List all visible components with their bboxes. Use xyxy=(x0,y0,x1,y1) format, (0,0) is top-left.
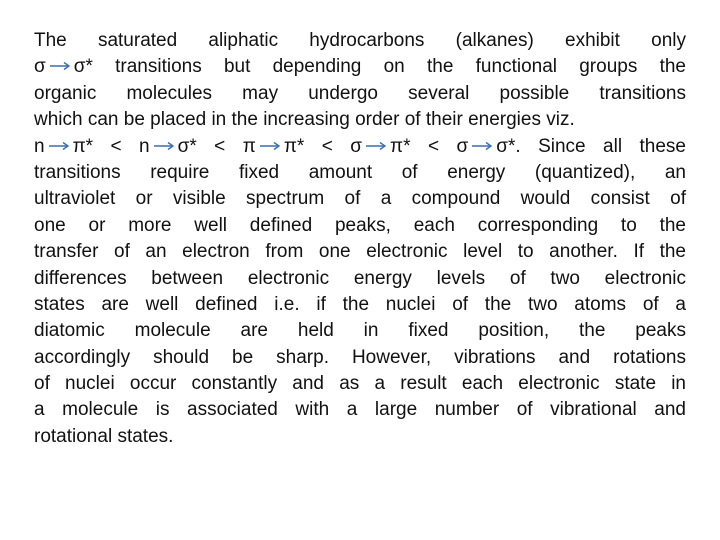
right-arrow-icon xyxy=(471,141,493,151)
text-line: rotational states. xyxy=(34,425,174,447)
text-line: organic molecules may undergo several possible transitions xyxy=(34,82,686,104)
paragraph-2 xyxy=(34,134,686,451)
text-line: differences between electronic energy levels of two electronic xyxy=(34,267,686,289)
text-segment: σ* transitions but depending on the functional groups the xyxy=(73,56,686,78)
text-segment: π* < σ xyxy=(283,135,363,157)
text-line: The saturated aliphatic hydrocarbons (alkanes) exhibit only xyxy=(34,30,686,51)
paragraph-1 xyxy=(34,28,686,134)
text-line: transfer of an electron from one electronic level to another. If the xyxy=(34,241,686,263)
text-segment: π* < n xyxy=(72,135,150,157)
right-arrow-icon xyxy=(153,141,175,151)
text-line: accordingly should be sharp. However, vibrations and rotations xyxy=(34,346,686,368)
text-segment: σ* < π xyxy=(177,135,256,157)
text-line: diatomic molecule are held in fixed position, the peaks xyxy=(34,320,686,342)
right-arrow-icon xyxy=(365,141,387,151)
right-arrow-icon xyxy=(49,61,71,71)
text-line: which can be placed in the increasing order of their energies viz. xyxy=(34,109,575,131)
orbital-symbol: σ xyxy=(34,56,46,78)
right-arrow-icon xyxy=(259,141,281,151)
text-line: one or more well defined peaks, each corresponding to the xyxy=(34,214,686,236)
text-line: transitions require fixed amount of energy (quantized), an xyxy=(34,161,686,183)
text-segment: π* < σ xyxy=(390,135,469,157)
text-segment: σ*. Since all these xyxy=(496,135,686,157)
text-line: of nuclei occur constantly and as a result each electronic state in xyxy=(34,373,686,395)
text-line-with-arrow xyxy=(34,54,686,80)
text-line: a molecule is associated with a large number of vibrational and xyxy=(34,399,686,421)
right-arrow-icon xyxy=(48,141,70,151)
text-line: states are well defined i.e. if the nuclei of the two atoms of a xyxy=(34,293,686,315)
text-line: ultraviolet or visible spectrum of a compound would consist of xyxy=(34,188,686,210)
orbital-symbol: n xyxy=(34,135,45,157)
slide-text-body xyxy=(34,28,686,450)
transition-order-line xyxy=(34,134,686,160)
